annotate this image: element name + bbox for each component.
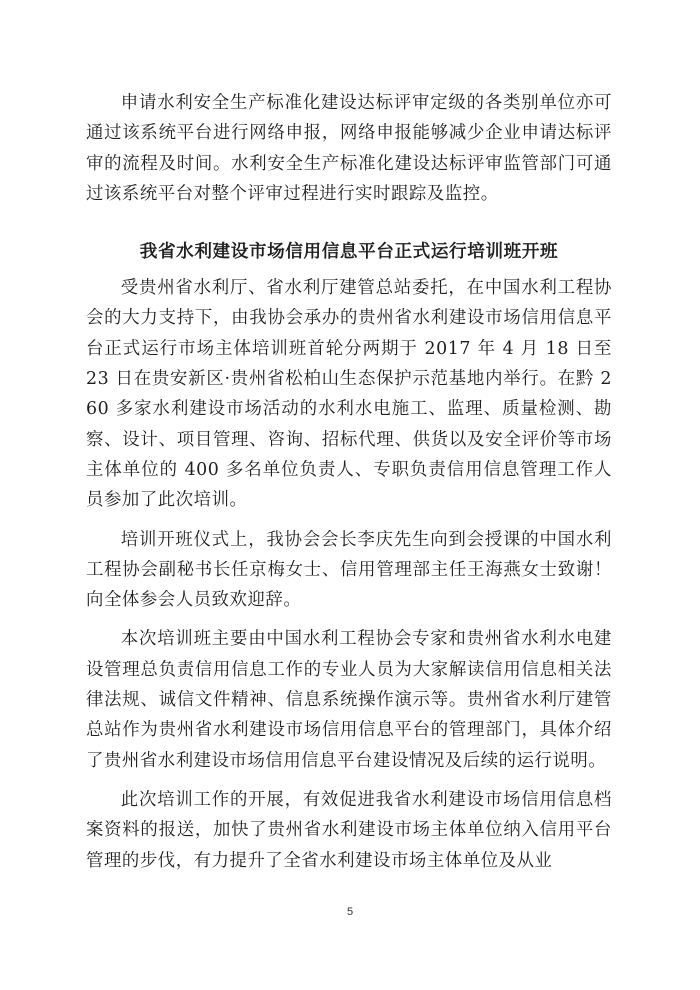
article-title: 我省水利建设市场信用信息平台正式运行培训班开班 [139,242,559,263]
page-content [86,88,612,876]
article-paragraph-1: 受贵州省水利厅、省水利厅建管总站委托，在中国水利工程协会的大力支持下，由我协会承办的贵州省水利建设市场信用信息平台正式运行市场主体培训班首轮分两期于 2017 年 4 月 18 日至 23 日在贵安新区·贵州省松柏山生态保护示范基地内举行。在黔 260 多家水利建设市场活动的水利水电施工、监理、质量检测、勘察、设计、项目管理、咨询、招标代理、供货以及安全评价等市场主体单位的 400 多名单位负责人、专职负责信用信息管理工作人员参加了此次培训。 [86,278,612,511]
page-number: 5 [346,906,354,918]
article-paragraph-3: 本次培训班主要由中国水利工程协会专家和贵州省水利水电建设管理总负责信用信息工作的专业人员为大家解读信用信息相关法律法规、诚信文件精神、信息系统操作演示等。贵州省水利厅建管总站作为贵州省水利建设市场信用信息平台的管理部门，具体介绍了贵州省水利建设市场信用信息平台建设情况及后续的运行说明。 [86,629,612,771]
article-paragraph-2: 培训开班仪式上，我协会会长李庆先生向到会授课的中国水利工程协会副秘书长任京梅女士、信用管理部主任王海燕女士致谢！向全体参会人员致欢迎辞。 [86,529,612,611]
intro-paragraph: 申请水利安全生产标准化建设达标评审定级的各类别单位亦可通过该系统平台进行网络申报，网络申报能够减少企业申请达标评审的流程及时间。水利安全生产标准化建设达标评审监管部门可通过该系统平台对整个评审过程进行实时跟踪及监控。 [86,93,612,204]
article-paragraph-4: 此次培训工作的开展，有效促进我省水利建设市场信用信息档案资料的报送，加快了贵州省水利建设市场主体单位纳入信用平台管理的步伐，有力提升了全省水利建设市场主体单位及从业 [86,789,612,871]
